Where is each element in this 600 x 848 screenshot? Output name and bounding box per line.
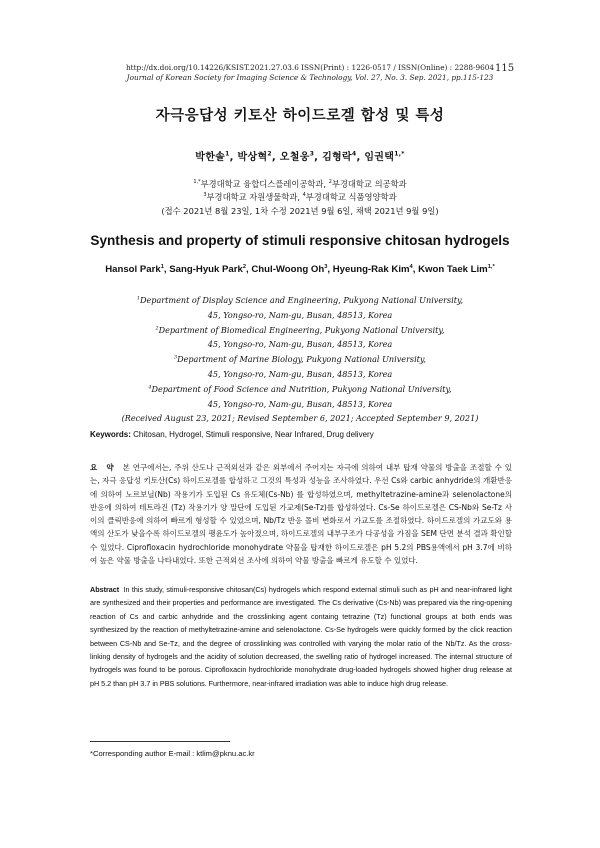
english-affiliations (100, 293, 500, 426)
author: Chul-Woong Oh$^3$ (251, 263, 328, 275)
korean-affiliation-line: $^{1,*}$부경대학교 융합디스플레이공학과, $^2$부경대학교 의공학과 (193, 179, 407, 189)
korean-abstract-text: 본 연구에서는, 주위 산도나 근적외선과 같은 외부에서 주어지는 자극에 의하여 내부 탑재 약물의 방출을 조절할 수 있는, 자극 응답성 키토산(Cs) 하이드로겔를 합성하고 그것의 특성과 성능을 조사하였다. 우선 Cs와 carbic anhydride의 개환반응에 의하여 노르보닐(Nb) 작용기가 도입된 Cs 유도체(Cs-Nb) 를 합성하였으며, methyltetrazine-amine과 selenolactone의 반응에 의하여 테트라진 (Tz) 작용기가 양 말단에 도입된 가교제(Se-Tz)를 합성하였다. Cs-Se 하이드로겔은 CS-Nb와 Se-Tz 사이의 클릭반응에 의하여 빠르게 형성할 수 있었으며, Nb/Tz 반응 몰비 변화로서 가교도를 조절하였다. 하이드로겔의 가교도와 용액의 산도가 낮을수록 하이드로겔의 팽윤도가 높아졌으며, 하이드로겔의 내부구조가 다공성을 가짐을 SEM 단면 분석 결과 확인할 수 있었다. Ciprofloxacin hydrochloride monohydrate 약물을 탑재한 하이드로겔은 pH 5.2의 PBS용액에서 pH 3.7에 비하여 높은 약물 방출을 나타내었다. 또한 근적외선 조사에 의하여 약물 방출을 빠르게 유도할 수 있었다. (90, 463, 513, 566)
author: 박한솔$^1$ (195, 150, 230, 163)
korean-affiliation-line: $^3$부경대학교 자원생물학과, $^4$부경대학교 식품영양학과 (203, 192, 397, 203)
affiliation-address: 45, Yongso-ro, Nam-gu, Busan, 48513, Korea (207, 368, 393, 379)
affiliation-line: $^4$Department of Food Science and Nutrition, Pukyong National University, (148, 383, 452, 394)
keywords-label: Keywords: (90, 430, 131, 439)
author: Kwon Taek Lim$^{1,*}$ (418, 263, 495, 275)
page-number: 115 (495, 63, 515, 74)
korean-title: 자극응답성 키토산 하이드로겔 합성 및 특성 (155, 108, 445, 124)
author: 오철웅$^3$ (279, 150, 315, 163)
keywords-text: Chitosan, Hydrogel, Stimuli responsive, Near Infrared, Drug delivery (133, 430, 374, 439)
affiliation-line: $^2$Department of Biomedical Engineering, Pukyong National University, (155, 324, 445, 335)
english-received-dates: (Received August 23, 2021; Revised September 6, 2021; Accepted September 9, 2021) (121, 413, 479, 424)
doi-issn-line: http://dx.doi.org/10.14226/KSIST.2021.27.03.6 ISSN(Print) : 1226-0517 / ISSN(Online) : 2288-9604 (125, 63, 495, 72)
journal-header (100, 63, 520, 83)
author: 임권택$^{1,*}$ (364, 150, 405, 163)
english-title: Synthesis and property of stimuli responsive chitosan hydrogels (90, 233, 510, 248)
korean-received-dates: (접수 2021년 8월 23일, 1차 수정 2021년 9월 6일, 채택 2021년 9월 9일) (161, 206, 439, 216)
english-abstract (90, 583, 512, 690)
korean-abstract-label: 요 약 (90, 463, 117, 472)
korean-abstract (90, 461, 512, 567)
english-abstract-text: In this study, stimuli-responsive chitosan(Cs) hydrogels which respond external stimuli such as pH and near-infrared light are synthesized and their properties and performance are investigated. The Cs derivative (Cs-Nb) was prepared via the ring-opening reaction of Cs and carbic anhydride and the crosslinking agent containg tetrazine (Tz) functional groups at both ends was synthesized by the reaction of methyltetrazine-amine and selenolactone. Cs-Se hydrogels were quickly formed by the click reaction between CS-Nb and Se-Tz, and the degree of crosslinking was controlled with varying the molar ratio of the Nb/Tz. As the cross-linking density of hydrogels and the acidity of solution decreased, the swelling ratio of hydrogel increased. The internal structure of hydrogels was found to be porous. Ciprofloxacin hydrochloride monohydrate drug-loaded hydrogels showed higher drug release at pH 5.2 than pH 3.7 in PBS solutions. Furthermore, near-infrared irradiation was able to induce high drug release. (90, 585, 513, 688)
korean-affiliations (0, 178, 600, 205)
footnote-divider (90, 741, 230, 742)
english-abstract-label: Abstract (90, 585, 120, 594)
affiliation-line: $^3$Department of Marine Biology, Pukyong National University, (174, 354, 426, 365)
korean-author-list: 박한솔$^1$, 박상혁$^2$, 오철웅$^3$, 김형락$^4$, 임권택$^{1,*}$ (195, 150, 405, 163)
affiliation-line: $^1$Department of Display Science and Engineering, Pukyong National University, (136, 295, 464, 305)
author: Hyeung-Rak Kim$^4$ (332, 263, 413, 275)
affiliation-address: 45, Yongso-ro, Nam-gu, Busan, 48513, Korea (207, 309, 393, 320)
english-author-list: Hansol Park$^1$, Sang-Hyuk Park$^2$, Chul-Woong Oh$^3$, Hyeung-Rak Kim$^4$, Kwon Taek Lim$^{1,*}$ (105, 263, 495, 275)
journal-citation-line: Journal of Korean Society for Imaging Science & Technology, Vol. 27, No. 3. Sep. 2021, pp.115-123 (126, 73, 494, 82)
affiliation-address: 45, Yongso-ro, Nam-gu, Busan, 48513, Korea (207, 339, 393, 350)
corresponding-author-footnote: *Corresponding author E-mail : ktlim@pknu.ac.kr (90, 749, 255, 758)
keywords (90, 430, 520, 439)
author: Hansol Park$^1$ (105, 263, 164, 275)
author: 김형락$^4$ (322, 150, 357, 163)
affiliation-address: 45, Yongso-ro, Nam-gu, Busan, 48513, Korea (207, 398, 393, 409)
author: Sang-Hyuk Park$^2$ (169, 263, 247, 275)
author: 박상혁$^2$ (237, 150, 272, 163)
